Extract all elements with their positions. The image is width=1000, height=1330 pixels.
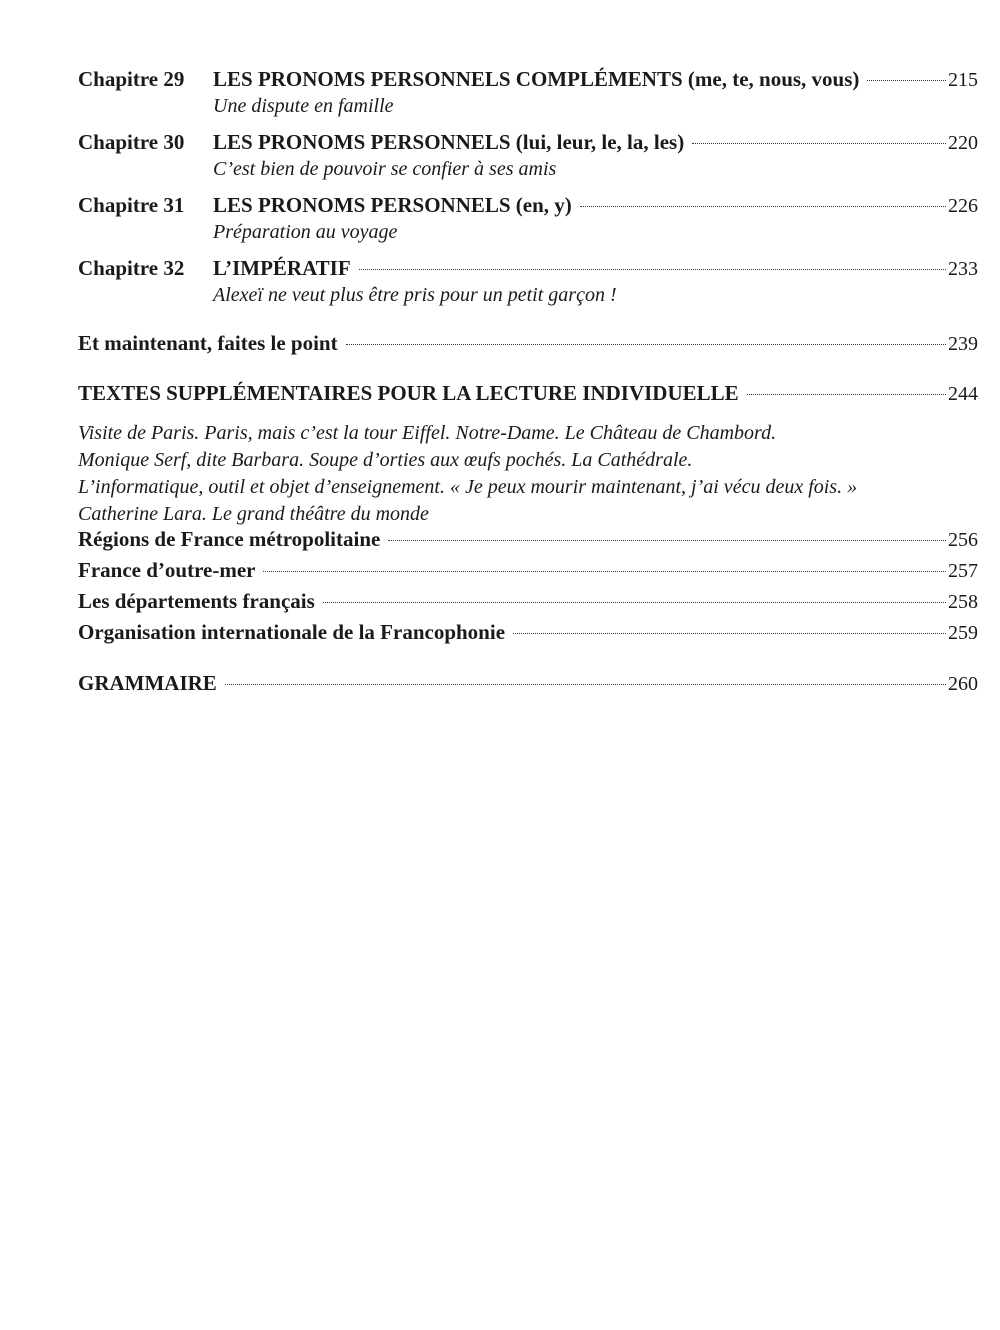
entry-title: TEXTES SUPPLÉMENTAIRES POUR LA LECTURE INDIVIDUELLE xyxy=(78,381,739,405)
page-number: 215 xyxy=(948,69,978,91)
toc-entry-departements[interactable] xyxy=(78,588,978,615)
toc-entry-supplementary[interactable] xyxy=(78,380,978,407)
toc-chapter-29[interactable] xyxy=(78,66,978,119)
supplementary-line: L’informatique, outil et objet d’enseignement. « Je peux mourir maintenant, j’ai vécu deux fois. » xyxy=(78,476,858,498)
dot-leader xyxy=(388,540,946,541)
chapter-title: LES PRONOMS PERSONNELS (lui, leur, le, la, les) xyxy=(213,130,685,154)
page-number: 259 xyxy=(948,622,978,644)
toc-chapter-32[interactable] xyxy=(78,255,978,308)
supplementary-line: Monique Serf, dite Barbara. Soupe d’orties aux œufs pochés. La Cathédrale. xyxy=(78,449,693,471)
entry-title: Et maintenant, faites le point xyxy=(78,331,338,355)
entry-title: GRAMMAIRE xyxy=(78,671,217,695)
dot-leader xyxy=(323,602,946,603)
page-number: 220 xyxy=(948,132,978,154)
chapter-title: L’IMPÉRATIF xyxy=(213,256,351,280)
chapter-title: LES PRONOMS PERSONNELS (en, y) xyxy=(213,193,572,217)
page-number: 256 xyxy=(948,529,978,551)
chapter-subtitle: Préparation au voyage xyxy=(213,221,398,243)
supplementary-line: Catherine Lara. Le grand théâtre du monde xyxy=(78,503,429,525)
entry-title: Régions de France métropolitaine xyxy=(78,527,381,551)
supplementary-line: Visite de Paris. Paris, mais c’est la tour Eiffel. Notre-Dame. Le Château de Chambord. xyxy=(78,422,777,444)
entry-title: France d’outre-mer xyxy=(78,558,256,582)
entry-title: Les départements français xyxy=(78,589,315,613)
page-number: 226 xyxy=(948,195,978,217)
chapter-number: Chapitre 30 xyxy=(78,130,185,154)
toc-chapter-30[interactable] xyxy=(78,129,978,182)
chapter-subtitle: C’est bien de pouvoir se confier à ses amis xyxy=(213,158,557,180)
toc-entry-point[interactable] xyxy=(78,330,978,357)
dot-leader xyxy=(513,633,946,634)
page-number: 239 xyxy=(948,333,978,355)
dot-leader xyxy=(692,143,946,144)
dot-leader xyxy=(225,684,946,685)
toc-entry-outre-mer[interactable] xyxy=(78,557,978,584)
dot-leader xyxy=(867,80,946,81)
toc-chapter-31[interactable] xyxy=(78,192,978,245)
page-number: 244 xyxy=(948,383,978,405)
dot-leader xyxy=(359,269,946,270)
toc-entry-regions[interactable] xyxy=(78,526,978,553)
dot-leader xyxy=(747,394,946,395)
chapter-title: LES PRONOMS PERSONNELS COMPLÉMENTS (me, te, nous, vous) xyxy=(213,67,860,91)
dot-leader xyxy=(346,344,946,345)
page-number: 260 xyxy=(948,673,978,695)
entry-title: Organisation internationale de la Francophonie xyxy=(78,620,506,644)
page-number: 258 xyxy=(948,591,978,613)
dot-leader xyxy=(263,571,946,572)
chapter-number: Chapitre 29 xyxy=(78,67,185,91)
toc-entry-francophonie[interactable] xyxy=(78,619,978,646)
toc-entry-grammaire[interactable] xyxy=(78,670,978,697)
page-number: 257 xyxy=(948,560,978,582)
supplementary-texts-list xyxy=(78,420,978,528)
chapter-number: Chapitre 31 xyxy=(78,193,185,217)
chapter-number: Chapitre 32 xyxy=(78,256,185,280)
dot-leader xyxy=(580,206,946,207)
page-number: 233 xyxy=(948,258,978,280)
chapter-subtitle: Une dispute en famille xyxy=(213,95,394,117)
chapter-subtitle: Alexeï ne veut plus être pris pour un petit garçon ! xyxy=(213,284,617,306)
